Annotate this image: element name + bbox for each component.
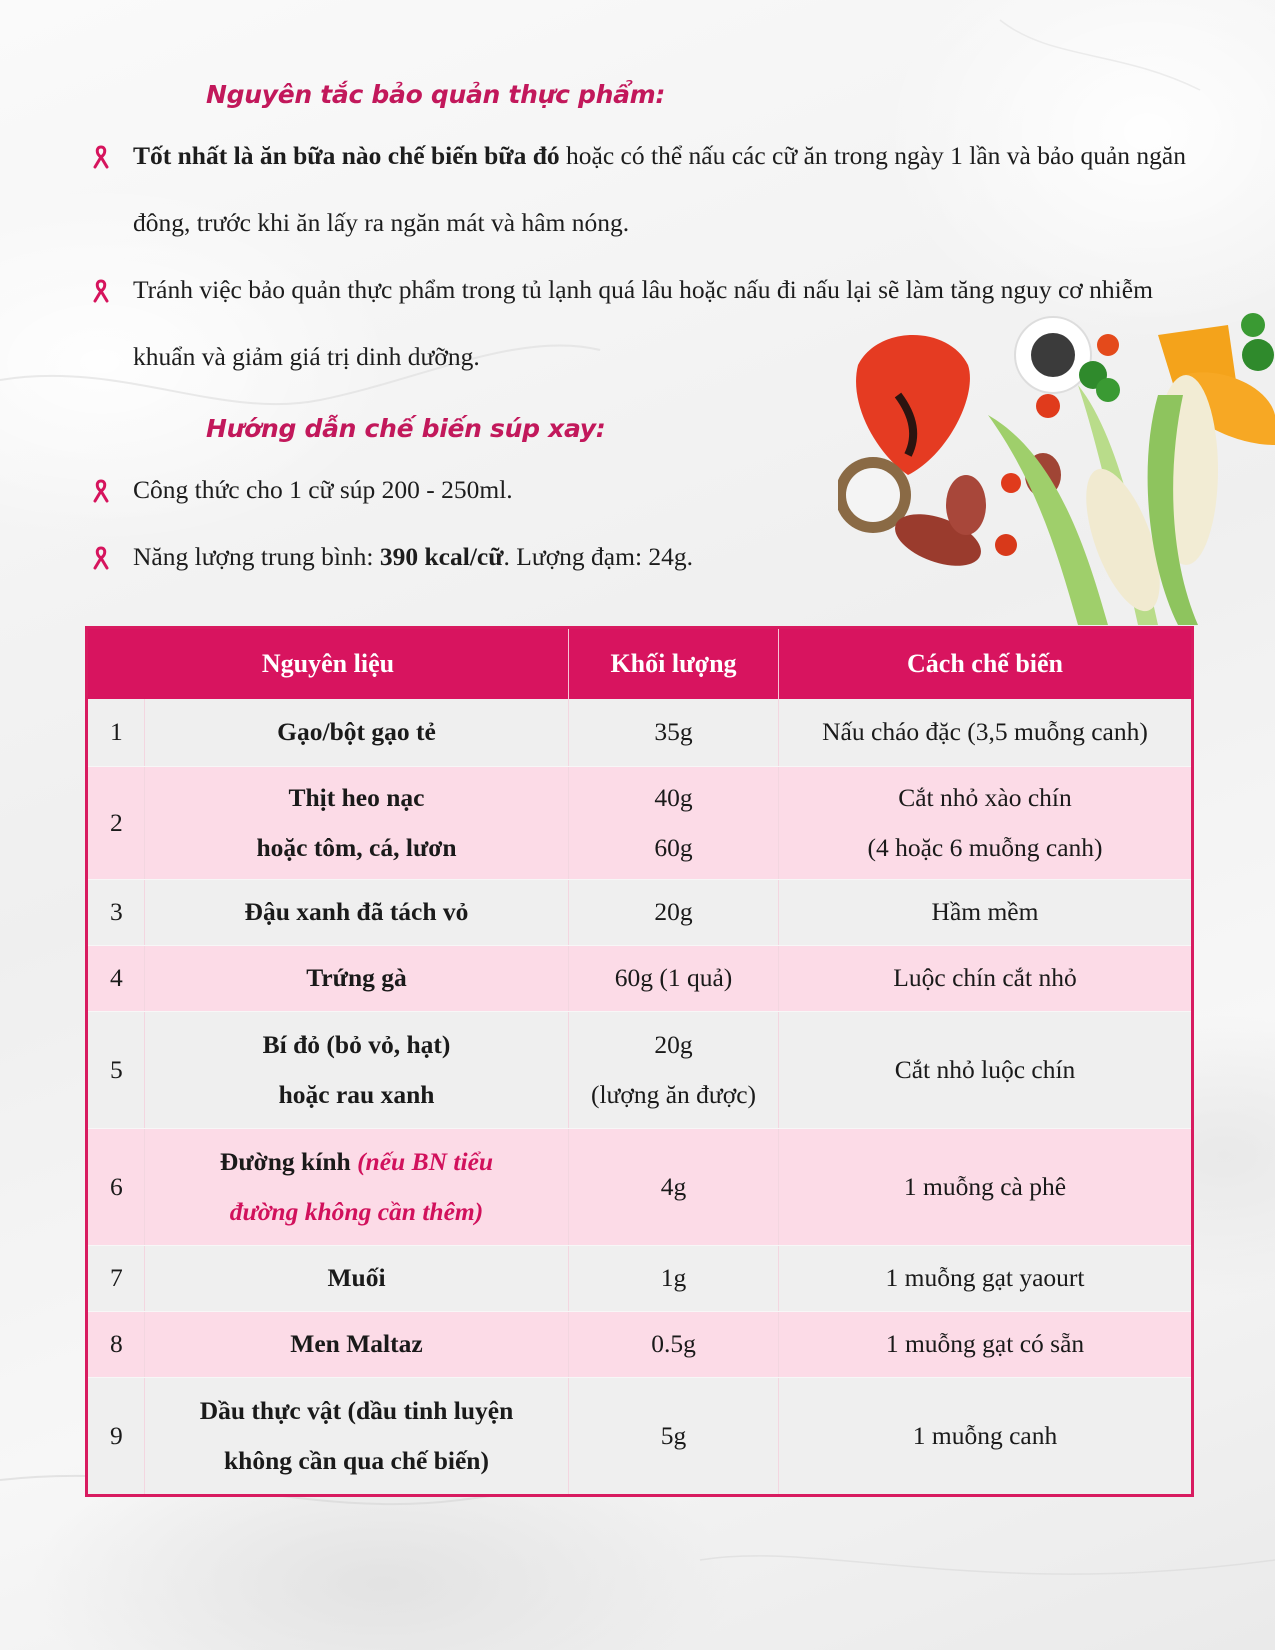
ingredient-name-line: Bí đỏ (bỏ vỏ, hạt) (262, 1029, 451, 1059)
protein-text: . Lượng đạm: 24g. (503, 542, 694, 571)
method-line: Cắt nhỏ xào chín (898, 782, 1072, 812)
ingredient-method: 1 muỗng canh (779, 1377, 1193, 1495)
ingredient-name (145, 1128, 569, 1245)
amount-line: 40g (654, 782, 693, 812)
table-row (87, 1128, 1193, 1245)
table-row (87, 945, 1193, 1011)
ingredient-name-line: Thịt heo nạc (288, 782, 425, 812)
amount-line: 20g (654, 1029, 693, 1059)
ingredient-method: 1 muỗng gạt yaourt (779, 1245, 1193, 1311)
row-number: 1 (87, 699, 145, 766)
ingredient-name-text: Đường kính (219, 1146, 358, 1176)
ingredient-name-line: không cần qua chế biến) (224, 1445, 489, 1475)
ingredient-name (145, 1377, 569, 1495)
row-number: 8 (87, 1311, 145, 1377)
row-number: 2 (87, 766, 145, 879)
storage-bullet-1 (133, 122, 1193, 256)
ingredient-method: 1 muỗng gạt có sẵn (779, 1311, 1193, 1377)
ingredient-amount: 4g (569, 1128, 779, 1245)
row-number: 3 (87, 879, 145, 945)
header-method: Cách chế biến (779, 628, 1193, 700)
table-row (87, 1377, 1193, 1495)
row-number: 7 (87, 1245, 145, 1311)
ingredient-amount: 35g (569, 699, 779, 766)
energy-value: 390 kcal/cữ (379, 542, 504, 571)
pink-ribbon-icon (92, 546, 110, 570)
ingredient-name-line: Dầu thực vật (dầu tinh luyện (199, 1395, 514, 1425)
vegetables-illustration (838, 305, 1275, 625)
amount-line: (lượng ăn được) (590, 1079, 757, 1109)
storage-bullet-2: Tránh việc bảo quản thực phẩm trong tủ lạnh quá lâu hoặc nấu đi nấu lại sẽ làm tăng nguy cơ nhiễm khuẩn và giảm giá trị dinh dưỡng. (133, 275, 1153, 371)
ingredient-method: 1 muỗng cà phê (779, 1128, 1193, 1245)
ingredient-name: Gạo/bột gạo tẻ (145, 699, 569, 766)
ingredient-name: Muối (145, 1245, 569, 1311)
pink-ribbon-icon (92, 279, 110, 303)
ingredient-name: Trứng gà (145, 945, 569, 1011)
ingredient-amount: 1g (569, 1245, 779, 1311)
ingredient-method: Nấu cháo đặc (3,5 muỗng canh) (779, 699, 1193, 766)
table-row (87, 879, 1193, 945)
ingredient-method: Hầm mềm (779, 879, 1193, 945)
method-line: (4 hoặc 6 muỗng canh) (867, 832, 1103, 862)
diabetes-note: (nếu BN tiểu (357, 1146, 494, 1176)
ingredient-name-line: hoặc tôm, cá, lươn (256, 832, 457, 862)
table-row (87, 699, 1193, 766)
ingredient-amount (569, 1011, 779, 1128)
pink-ribbon-icon (92, 479, 110, 503)
ingredient-name: Men Maltaz (145, 1311, 569, 1377)
soup-bullet-2 (133, 523, 833, 590)
diabetes-note: đường không cần thêm) (229, 1196, 484, 1226)
storage-bullet-1-bold: Tốt nhất là ăn bữa nào chế biến bữa đó (133, 141, 560, 170)
header-amount: Khối lượng (569, 628, 779, 700)
ingredient-amount: 60g (1 quả) (569, 945, 779, 1011)
ingredient-name (145, 766, 569, 879)
ingredient-amount: 20g (569, 879, 779, 945)
table-row (87, 1245, 1193, 1311)
storage-bullet-1-rest: hoặc có thể nấu các cữ ăn trong ngày 1 lần và bảo quản ngăn đông, trước khi ăn lấy ra ngăn mát và hâm nóng. (133, 141, 1186, 237)
energy-label: Năng lượng trung bình: (133, 542, 380, 571)
ingredients-table (85, 626, 1194, 1497)
ingredient-amount: 5g (569, 1377, 779, 1495)
row-number: 5 (87, 1011, 145, 1128)
row-number: 9 (87, 1377, 145, 1495)
ingredient-amount (569, 766, 779, 879)
ingredient-name-line: hoặc rau xanh (278, 1079, 435, 1109)
table-row (87, 1011, 1193, 1128)
row-number: 4 (87, 945, 145, 1011)
soup-bullet-1: Công thức cho 1 cữ súp 200 - 250ml. (133, 475, 513, 504)
ingredient-method: Cắt nhỏ luộc chín (779, 1011, 1193, 1128)
header-ingredient: Nguyên liệu (87, 628, 569, 700)
table-row (87, 1311, 1193, 1377)
ingredient-amount: 0.5g (569, 1311, 779, 1377)
table-header-row (87, 628, 1193, 700)
amount-line: 60g (654, 832, 693, 862)
ingredient-name: Đậu xanh đã tách vỏ (145, 879, 569, 945)
ingredient-method: Luộc chín cắt nhỏ (779, 945, 1193, 1011)
row-number: 6 (87, 1128, 145, 1245)
ingredient-name (145, 1011, 569, 1128)
pink-ribbon-icon (92, 145, 110, 169)
storage-heading: Nguyên tắc bảo quản thực phẩm: (206, 80, 666, 109)
table-row (87, 766, 1193, 879)
soup-heading: Hướng dẫn chế biến súp xay: (206, 414, 606, 443)
ingredient-method (779, 766, 1193, 879)
